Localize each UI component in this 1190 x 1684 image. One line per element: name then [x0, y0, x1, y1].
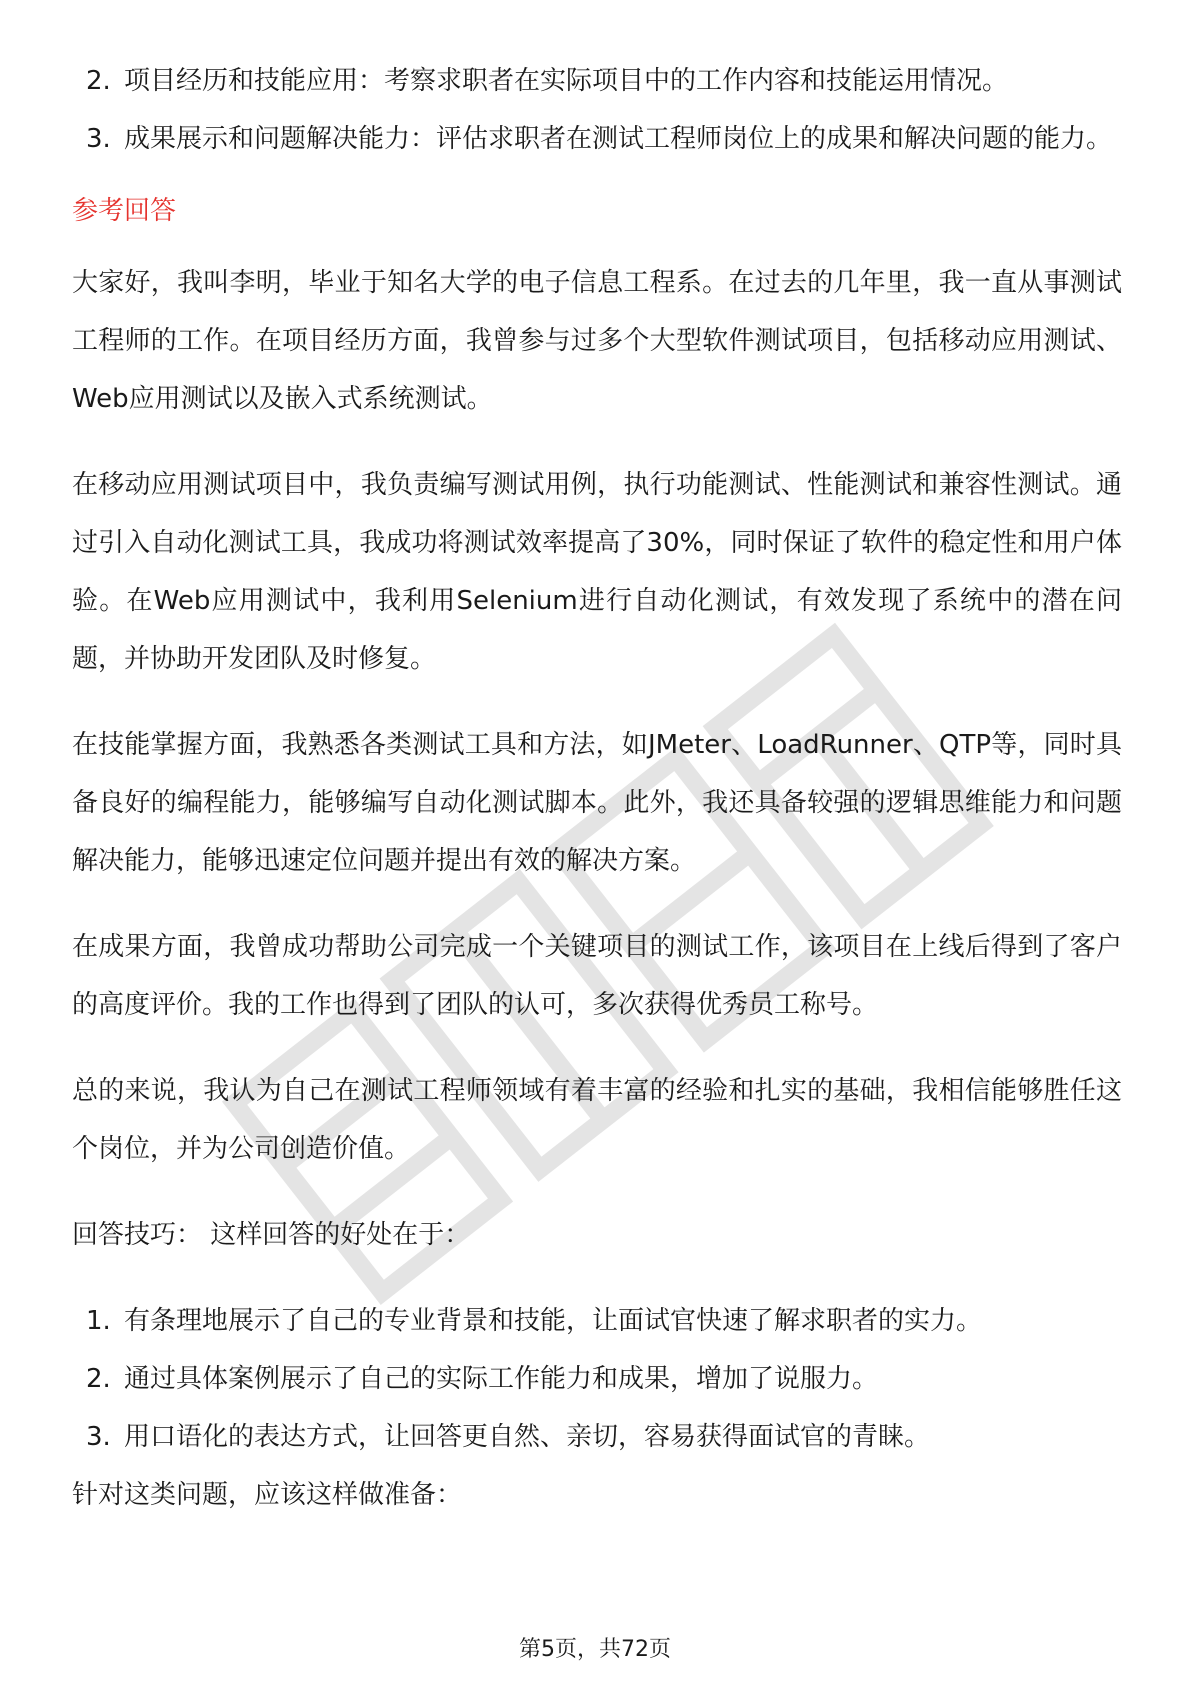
page-footer: 第5页，共72页: [519, 1637, 671, 1662]
list-number: 2.: [86, 1364, 111, 1394]
list-item: [72, 1350, 1122, 1408]
answer-paragraph: 总的来说，我认为自己在测试工程师领域有着丰富的经验和扎实的基础，我相信能够胜任这个岗位，并为公司创造价值。: [72, 1076, 1122, 1164]
criteria-list: [72, 52, 1122, 168]
list-item: [72, 110, 1122, 168]
answer-paragraph: 大家好，我叫李明，毕业于知名大学的电子信息工程系。在过去的几年里，我一直从事测试工程师的工作。在项目经历方面，我曾参与过多个大型软件测试项目，包括移动应用测试、Web应用测试以及嵌入式系统测试。: [72, 268, 1122, 414]
list-number: 3.: [86, 124, 111, 154]
list-item-text: 成果展示和问题解决能力：评估求职者在测试工程师岗位上的成果和解决问题的能力。: [124, 124, 1113, 154]
preparation-title: 针对这类问题，应该这样做准备：: [72, 1480, 463, 1510]
list-item: [72, 52, 1122, 110]
list-item: [72, 1292, 1122, 1350]
list-number: 1.: [86, 1306, 111, 1336]
list-number: 2.: [86, 66, 111, 96]
list-item-text: 项目经历和技能应用：考察求职者在实际项目中的工作内容和技能运用情况。: [124, 66, 1009, 96]
tips-title: 回答技巧： 这样回答的好处在于：: [72, 1220, 471, 1250]
list-item-text: 有条理地展示了自己的专业背景和技能，让面试官快速了解求职者的实力。: [124, 1306, 983, 1336]
tips-list: [72, 1292, 1122, 1466]
section-title: 参考回答: [72, 196, 177, 226]
answer-paragraph: 在技能掌握方面，我熟悉各类测试工具和方法，如JMeter、LoadRunner、QTP等，同时具备良好的编程能力，能够编写自动化测试脚本。此外，我还具备较强的逻辑思维能力和问题解决能力，能够迅速定位问题并提出有效的解决方案。: [72, 730, 1122, 876]
list-number: 3.: [86, 1422, 111, 1452]
list-item: [72, 1408, 1122, 1466]
list-item-text: 用口语化的表达方式，让回答更自然、亲切，容易获得面试官的青睐。: [124, 1422, 931, 1452]
list-item-text: 通过具体案例展示了自己的实际工作能力和成果，增加了说服力。: [124, 1364, 879, 1394]
answer-paragraph: 在成果方面，我曾成功帮助公司完成一个关键项目的测试工作，该项目在上线后得到了客户的高度评价。我的工作也得到了团队的认可，多次获得优秀员工称号。: [72, 932, 1122, 1020]
answer-paragraph: 在移动应用测试项目中，我负责编写测试用例，执行功能测试、性能测试和兼容性测试。通过引入自动化测试工具，我成功将测试效率提高了30%，同时保证了软件的稳定性和用户体验。在Web应用测试中，我利用Selenium进行自动化测试，有效发现了系统中的潜在问题，并协助开发团队及时修复。: [72, 470, 1122, 674]
document-content: [72, 52, 1122, 1524]
